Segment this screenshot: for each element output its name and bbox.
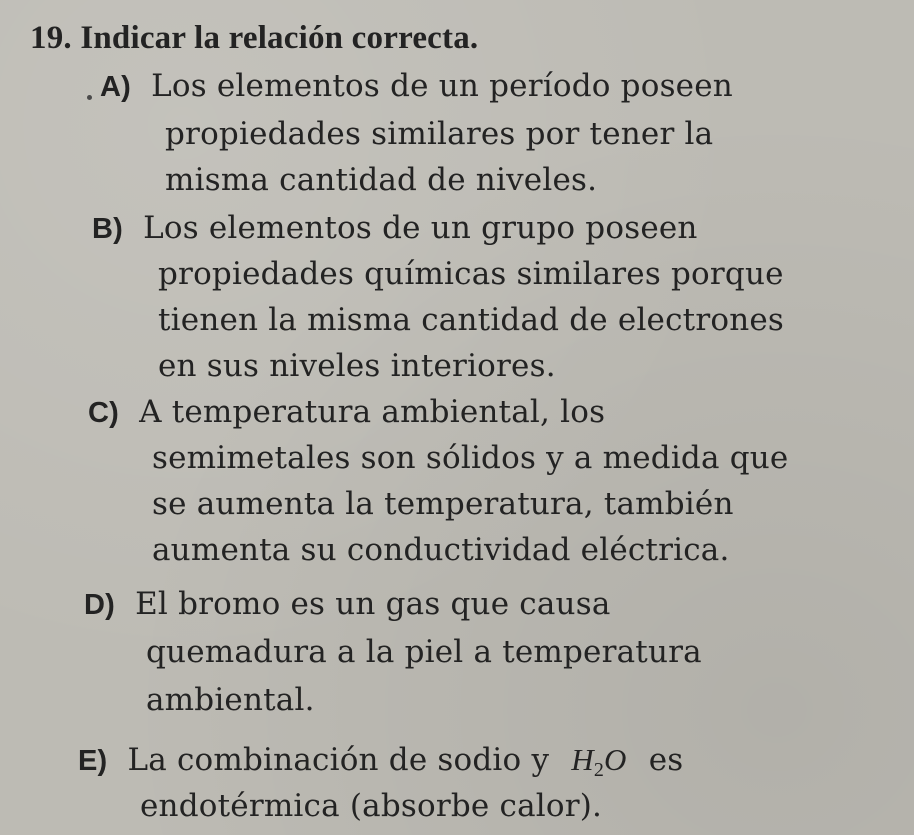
option-b [92,208,822,249]
option-b-line-1: Los elementos de un grupo poseen [143,210,698,246]
option-b-line-4: en sus niveles interiores. [158,348,556,384]
option-c-line-3-row [152,484,734,524]
option-a-label: A) [100,71,132,103]
option-b-line-2: propiedades químicas similares porque [158,256,784,292]
option-d-label: D) [84,589,116,621]
option-d-line-2-row [146,632,702,672]
option-d-line-2: quemadura a la piel a temperatura [146,634,702,670]
option-a-line-1: Los elementos de un período poseen [151,68,733,104]
option-a-line-3-row [165,160,597,200]
question-number: 19. [30,20,72,56]
option-e-line-1-end: es [648,742,684,778]
option-e-line-2: endotérmica (absorbe calor). [140,788,603,824]
option-e-label: E) [78,745,108,777]
stray-dot [87,95,92,100]
option-c-line-4-row [152,530,730,570]
option-b-line-3-row [158,300,784,340]
option-c-label: C) [88,397,120,429]
option-c-line-3: se aumenta la temperatura, también [152,486,734,522]
option-a-line-3: misma cantidad de niveles. [165,162,598,198]
option-d-line-3-row [146,680,315,720]
option-d [84,584,611,625]
option-d-line-3: ambiental. [146,682,315,718]
question-title: Indicar la relación correcta. [80,20,479,56]
option-e-line-2-row [140,786,602,826]
option-b-line-3: tienen la misma cantidad de electrones [158,302,785,338]
option-c-line-1: A temperatura ambiental, los [139,394,606,430]
option-e [78,740,683,790]
option-a-line-2: propiedades similares por tener la [165,116,714,152]
formula-subscript: 2 [593,759,605,781]
option-b-line-2-row [158,254,784,294]
option-a [100,66,820,107]
option-c [88,392,605,433]
formula-tail: O [604,742,627,777]
option-e-line-1: La combinación de sodio y [127,742,550,778]
option-b-label: B) [92,213,124,245]
formula-base: H [571,742,594,777]
question-heading [30,18,478,58]
option-c-line-4: aumenta su conductividad eléctrica. [152,532,730,568]
option-d-line-1: El bromo es un gas que causa [135,586,611,622]
option-b-line-4-row [158,346,556,386]
option-c-line-2: semimetales son sólidos y a medida que [152,440,789,476]
option-c-line-2-row [152,438,788,478]
option-a-line-2-row [165,114,820,154]
water-formula [571,742,627,781]
